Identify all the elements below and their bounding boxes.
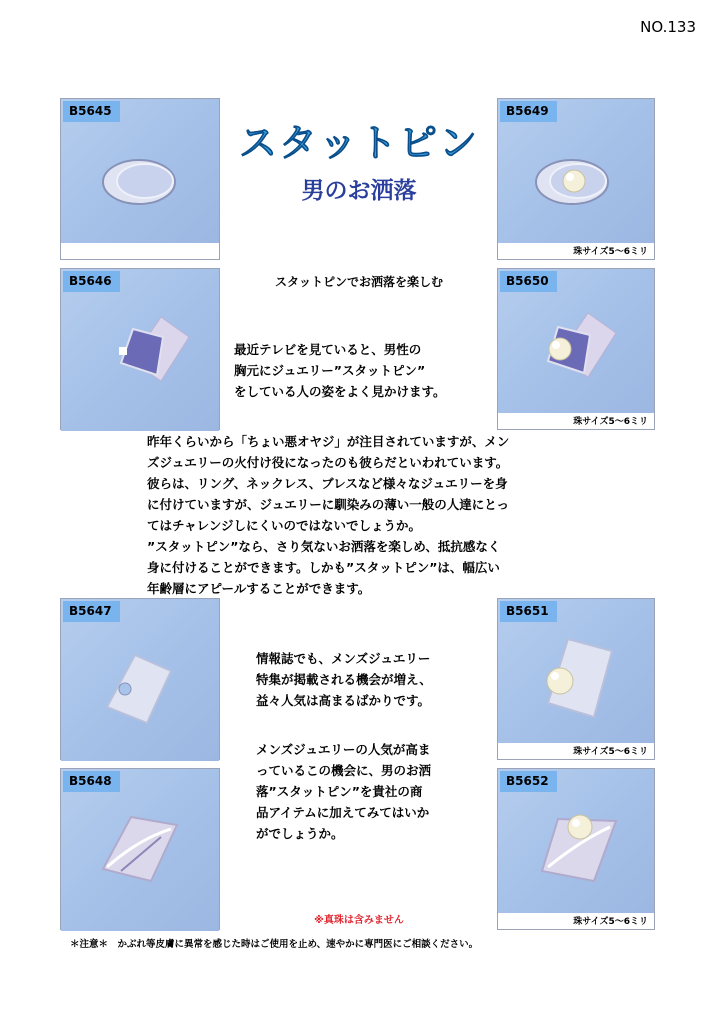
pearl-size-caption: 珠サイズ5～6ミリ	[573, 417, 648, 427]
product-code: B5650	[500, 271, 557, 292]
pearl-size-caption: 珠サイズ5～6ミリ	[573, 917, 648, 927]
pearl-size-caption: 珠サイズ5～6ミリ	[573, 247, 648, 257]
product-card-b5645	[60, 98, 220, 260]
intro-paragraph: 最近テレビを見ていると、男性の 胸元にジュエリー”スタットピン” をしている人の姿をよく見かけます。	[234, 342, 446, 399]
product-code: B5648	[63, 771, 120, 792]
product-code: B5645	[63, 101, 120, 122]
product-code: B5652	[500, 771, 557, 792]
product-photo	[61, 269, 219, 431]
square-pin-icon	[61, 269, 219, 431]
trend-paragraph: 情報誌でも、メンズジュエリー 特集が掲載される機会が増え、 益々人気は高まるばかりです。	[256, 651, 432, 708]
pearl-size-caption: 珠サイズ5～6ミリ	[573, 747, 648, 757]
product-code: B5647	[63, 601, 120, 622]
page-subtitle: 男のお洒落	[301, 178, 417, 204]
closing-paragraph: メンズジュエリーの人気が高ま っているこの機会に、男のお洒 落”スタットピン”を貴社の商 品アイテムに加えてみてはいか がでしょうか。	[256, 742, 432, 841]
product-photo	[61, 599, 219, 761]
leaf-pin-icon	[61, 769, 219, 931]
lead-text: スタットピンでお洒落を楽しむ	[274, 275, 443, 289]
product-card-b5647	[60, 598, 220, 760]
product-photo	[61, 769, 219, 931]
product-code: B5646	[63, 271, 120, 292]
page-title: スタットピン	[238, 121, 479, 165]
main-paragraph: 昨年くらいから「ちょい悪オヤジ」が注目されていますが、メン ズジュエリーの火付け役になったのも彼らだといわれています。 彼らは、リング、ネックレス、ブレスなど様々なジュエリーを身 に付けていますが、ジュエリーに馴染みの薄い一般の人達にとっ てはチャレンジしにくいのではないでしょうか。 ”スタットピン”なら、さり気ないお洒落を楽しめ、抵抗感なく 身に付けることができます。しかも”スタットピン”は、幅広い 年齢層にアピールすることができます。	[147, 434, 510, 596]
product-code: B5651	[500, 601, 557, 622]
product-code: B5649	[500, 101, 557, 122]
product-card-b5646	[60, 268, 220, 430]
product-card-b5649	[497, 98, 655, 260]
product-card-b5652	[497, 768, 655, 930]
rectangle-pin-icon	[61, 599, 219, 761]
product-card-b5650	[497, 268, 655, 430]
product-card-b5648	[60, 768, 220, 930]
pearl-not-included-note: ※真珠は含みません	[314, 915, 404, 926]
page-number: NO.133	[640, 18, 696, 36]
product-card-b5651	[497, 598, 655, 760]
caution-footnote: ＊注意＊ かぶれ等皮膚に異常を感じた時はご使用を止め、速やかに専門医にご相談ください。	[70, 939, 479, 950]
